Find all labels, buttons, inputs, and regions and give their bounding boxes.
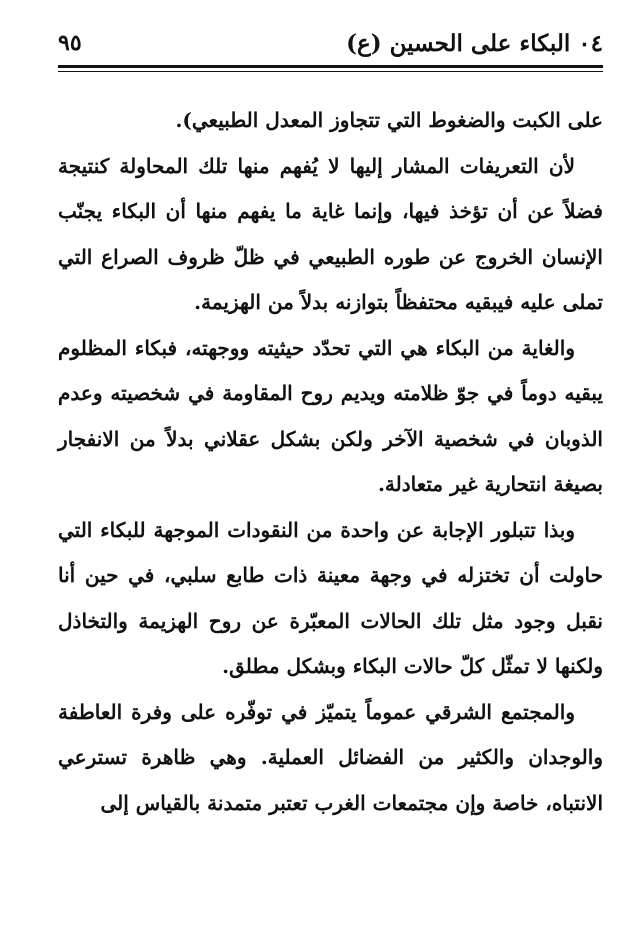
paragraph: على الكبت والضغوط التي تتجاوز المعدل الطبيعي). (175, 108, 603, 132)
header-rule-thin (58, 71, 603, 72)
paragraph: وبذا تتبلور الإجابة عن واحدة من النقودات الموجهة للبكاء التي حاولت أن تختزله في وجهة معينة ذات طابع سلبي، في حين أنا نقبل وجود مثل تلك الحالات المعبّرة عن روح الهزيمة والتخاذل ولكنها لا تمثّل كلّ حالات البكاء وبشكل مطلق. (58, 517, 603, 678)
page-number: ٩٥ (58, 30, 82, 56)
body-text (58, 98, 603, 826)
running-header (58, 28, 603, 64)
paragraph: لأن التعريفات المشار إليها لا يُفهم منها تلك المحاولة كنتيجة فضلاً عن أن تؤخذ فيها، وإنما غاية ما يفهم منها أن البكاء يجنّب الإنسان الخروج عن طوره الطبيعي في ظلّ ظروف الصراع التي تملى عليه فيبقيه محتفظاً بتوازنه بدلاً من الهزيمة. (58, 153, 603, 314)
chapter-title: ٠٤ البكاء على الحسين (ع) (346, 30, 603, 57)
header-rule-thick (58, 65, 603, 68)
paragraph: والغاية من البكاء هي التي تحدّد حيثيته ووجهته، فبكاء المظلوم يبقيه دوماً في جوّ ظلامته ويديم روح المقاومة في شخصيته وعدم الذوبان في شخصية الآخر ولكن بشكل عقلاني بدلاً من الانفجار بصيغة انتحارية غير متعادلة. (58, 335, 603, 496)
paragraph: والمجتمع الشرقي عموماً يتميّز في توفّره على وفرة العاطفة والوجدان والكثير من الفضائل العملية. وهي ظاهرة تسترعي الانتباه، خاصة وإن مجتمعات الغرب تعتبر متمدنة بالقياس إلى (58, 699, 603, 815)
